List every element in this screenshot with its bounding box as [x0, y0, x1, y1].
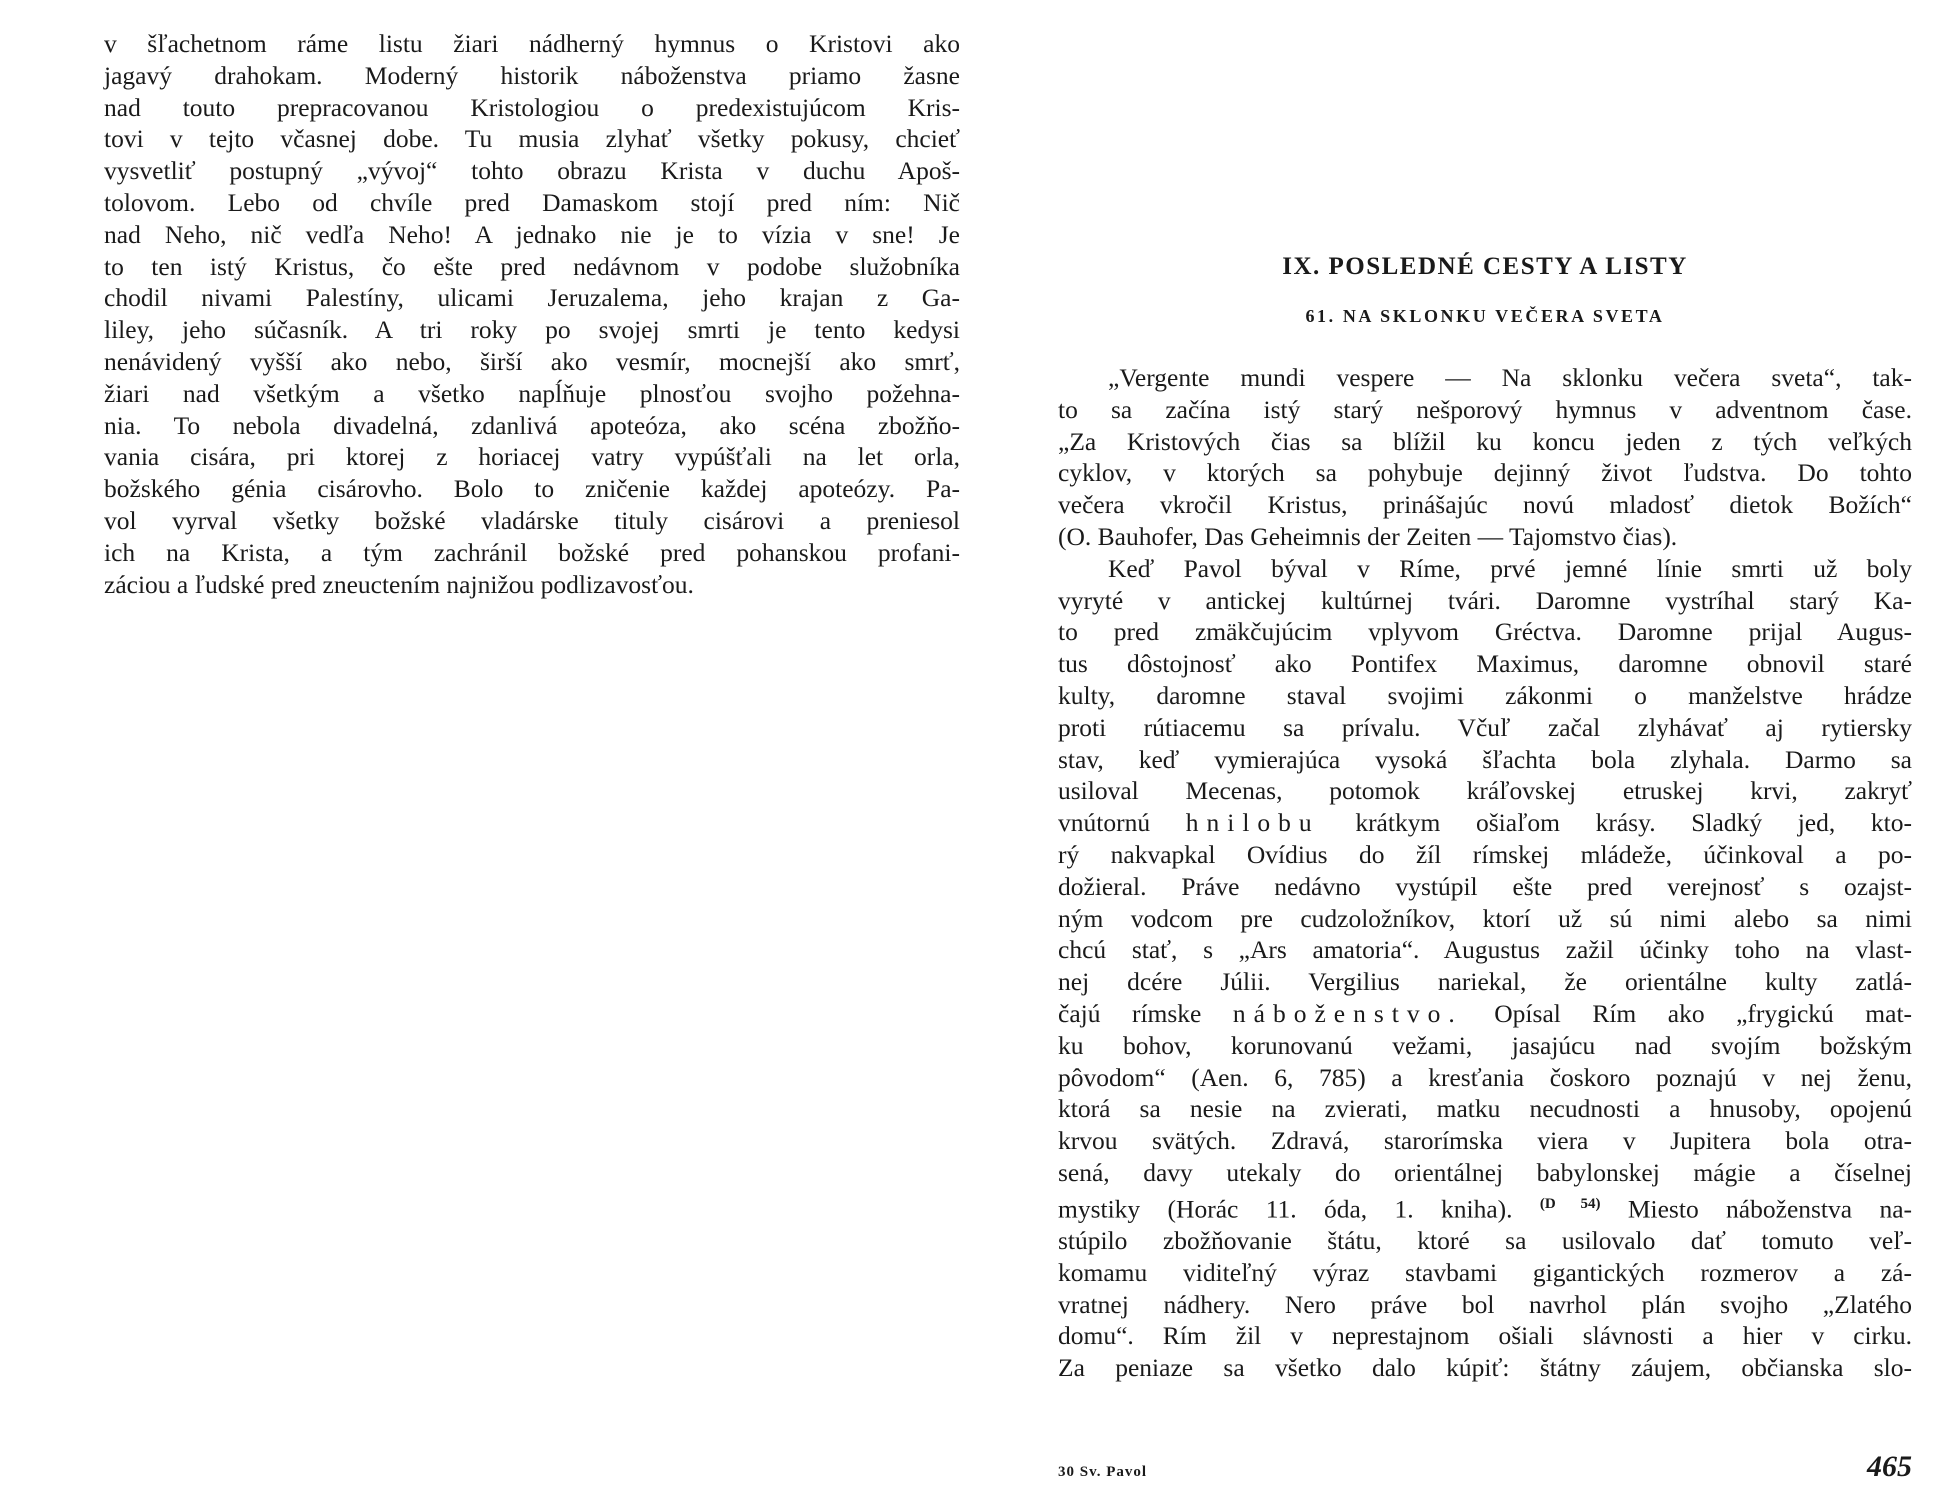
right-page-text [1058, 362, 1912, 1384]
text-line: nad Neho, nič vedľa Neho! A jednako nie je to vízia v sne! Je [104, 219, 960, 249]
text-segment: mystiky (Horác 11. óda, 1. kniha). [1058, 1194, 1513, 1224]
text-line: to sa začína istý starý nešporový hymnus v adventnom čase. [1058, 394, 1912, 424]
text-line: usiloval Mecenas, potomok kráľovskej etruskej krvi, zakryť [1058, 776, 1912, 806]
section-title: 61. NA SKLONKU VEČERA SVETA [1305, 306, 1665, 326]
text-line [1058, 807, 1912, 839]
text-line: nad touto prepracovanou Kristologiou o predexistujúcom Kris- [104, 92, 960, 122]
text-line: dožieral. Práve nedávno vystúpil ešte pred verejnosť s ozajst- [1058, 871, 1912, 901]
text-line: žiari nad všetkým a všetko napĺňuje plnosťou svojho požehna- [104, 378, 960, 408]
text-line: ným vodcom pre cudzoložníkov, ktorí už sú nimi alebo sa nimi [1058, 903, 1912, 933]
text-line: stúpilo zbožňovanie štátu, ktoré sa usilovalo dať tomuto veľ- [1058, 1226, 1912, 1256]
text-line: vol vyrval všetky božské vladárske tituly cisárovi a preniesol [104, 505, 960, 535]
spaced-word: náboženstvo. [1232, 998, 1463, 1028]
text-line: vysvetliť postupný „vývoj“ tohto obrazu Krista v duchu Apoš- [104, 156, 960, 186]
text-line: chcú stať, s „Ars amatoria“. Augustus zažil účinky toho na vlast- [1058, 935, 1912, 965]
text-line: krvou svätých. Zdravá, starorímska viera v Jupitera bola otra- [1058, 1126, 1912, 1156]
text-line [1058, 1189, 1912, 1225]
text-line: tovi v tejto včasnej dobe. Tu musia zlyhať všetky pokusy, chcieť [104, 124, 960, 154]
text-line: liley, jeho súčasník. A tri roky po svojej smrti je tento kedysi [104, 315, 960, 345]
text-line: chodil nivami Palestíny, ulicami Jeruzalema, jeho krajan z Ga- [104, 283, 960, 313]
text-line: nia. To nebola divadelná, zdanlivá apoteóza, ako scéna zbožňo- [104, 410, 960, 440]
text-line: to pred zmäkčujúcim vplyvom Gréctva. Daromne prijal Augus- [1058, 617, 1912, 647]
text-line: to ten istý Kristus, čo ešte pred nedávnom v podobe služobníka [104, 251, 960, 281]
text-line: tolovom. Lebo od chvíle pred Damaskom stojí pred ním: Nič [104, 187, 960, 217]
text-line: ktorá sa nesie na zvierati, matku necudnosti a hnusoby, opojenú [1058, 1094, 1912, 1124]
text-line: kulty, daromne staval svojimi zákonmi o manželstve hrádze [1058, 680, 1912, 710]
text-line: ich na Krista, a tým zachránil božské pred pohanskou profani- [104, 537, 960, 567]
text-line: Keď Pavol býval v Ríme, prvé jemné línie smrti už boly [1108, 553, 1912, 583]
text-line: vyryté v antickej kultúrnej tvári. Daromne vystríhal starý Ka- [1058, 585, 1912, 615]
text-line: domu“. Rím žil v neprestajnom ošiali slávnosti a hier v cirku. [1058, 1321, 1912, 1351]
left-page-text [104, 28, 960, 600]
text-line: záciou a ľudské pred zneuctením najnižou podlizavosťou. [104, 569, 694, 599]
footnote-reference: (D 54) [1539, 1195, 1601, 1212]
chapter-title: IX. POSLEDNÉ CESTY A LISTY [1282, 253, 1688, 280]
text-segment: čajú rímske [1058, 998, 1202, 1028]
text-line: rý nakvapkal Ovídius do žíl rímskej mládeže, účinkoval a po- [1058, 839, 1912, 869]
text-line: „Za Kristových čias sa blížil ku koncu jeden z tých veľkých [1058, 426, 1912, 456]
text-segment: krátkym ošiaľom krásy. Sladký jed, kto- [1355, 808, 1912, 838]
text-line: vania cisára, pri ktorej z horiacej vatry vypúšťali na let orla, [104, 442, 960, 472]
left-page [104, 0, 960, 600]
text-line: v šľachetnom ráme listu žiari nádherný hymnus o Kristovi ako [104, 29, 960, 58]
text-line: jagavý drahokam. Moderný historik náboženstva priamo žasne [104, 60, 960, 90]
page-number: 465 [1867, 1450, 1912, 1483]
text-line: (O. Bauhofer, Das Geheimnis der Zeiten — Tajomstvo čias). [1058, 521, 1678, 551]
text-line: „Vergente mundi vespere — Na sklonku večera sveta“, tak- [1108, 363, 1912, 392]
text-line: večera vkročil Kristus, prinášajúc novú mladosť dietok Božích“ [1058, 490, 1912, 520]
text-line: božského génia cisárovho. Bolo to zničenie každej apoteózy. Pa- [104, 474, 960, 504]
text-line: Za peniaze sa všetko dalo kúpiť: štátny záujem, občianska slo- [1058, 1353, 1912, 1383]
text-line: ku bohov, korunovanú vežami, jasajúcu nad svojím božským [1058, 1030, 1912, 1060]
text-line: proti rútiacemu sa prívalu. Včuľ začal zlyhávať aj rytiersky [1058, 712, 1912, 742]
text-line: vratnej nádhery. Nero práve bol navrhol plán svojho „Zlatého [1058, 1289, 1912, 1319]
right-page [1058, 0, 1912, 1384]
text-line: sená, davy utekaly do orientálnej babylonskej mágie a číselnej [1058, 1157, 1912, 1187]
text-line: nej dcére Júlii. Vergilius nariekal, že orientálne kulty zatlá- [1058, 967, 1912, 997]
text-line: cyklov, v ktorých sa pohybuje dejinný život ľudstva. Do tohto [1058, 458, 1912, 488]
text-line: stav, keď vymierajúca vysoká šľachta bola zlyhala. Darmo sa [1058, 744, 1912, 774]
text-segment: Opísal Rím ako „frygickú mat- [1494, 998, 1913, 1028]
text-segment: vnútornú [1058, 808, 1151, 838]
text-segment: Miesto náboženstva na- [1627, 1194, 1913, 1224]
text-line: tus dôstojnosť ako Pontifex Maximus, daromne obnovil staré [1058, 649, 1912, 679]
text-line: nenávidený vyšší ako nebo, širší ako vesmír, mocnejší ako smrť, [104, 346, 960, 376]
spaced-word: hnilobu [1185, 808, 1320, 838]
text-line: pôvodom“ (Aen. 6, 785) a kresťania čoskoro poznajú v nej ženu, [1058, 1062, 1912, 1092]
text-line [1058, 998, 1912, 1030]
footer-signature: 30 Sv. Pavol [1058, 1464, 1148, 1480]
page-footer [1058, 1450, 1912, 1484]
text-line: komamu viditeľný výraz stavbami gigantických rozmerov a zá- [1058, 1257, 1912, 1287]
